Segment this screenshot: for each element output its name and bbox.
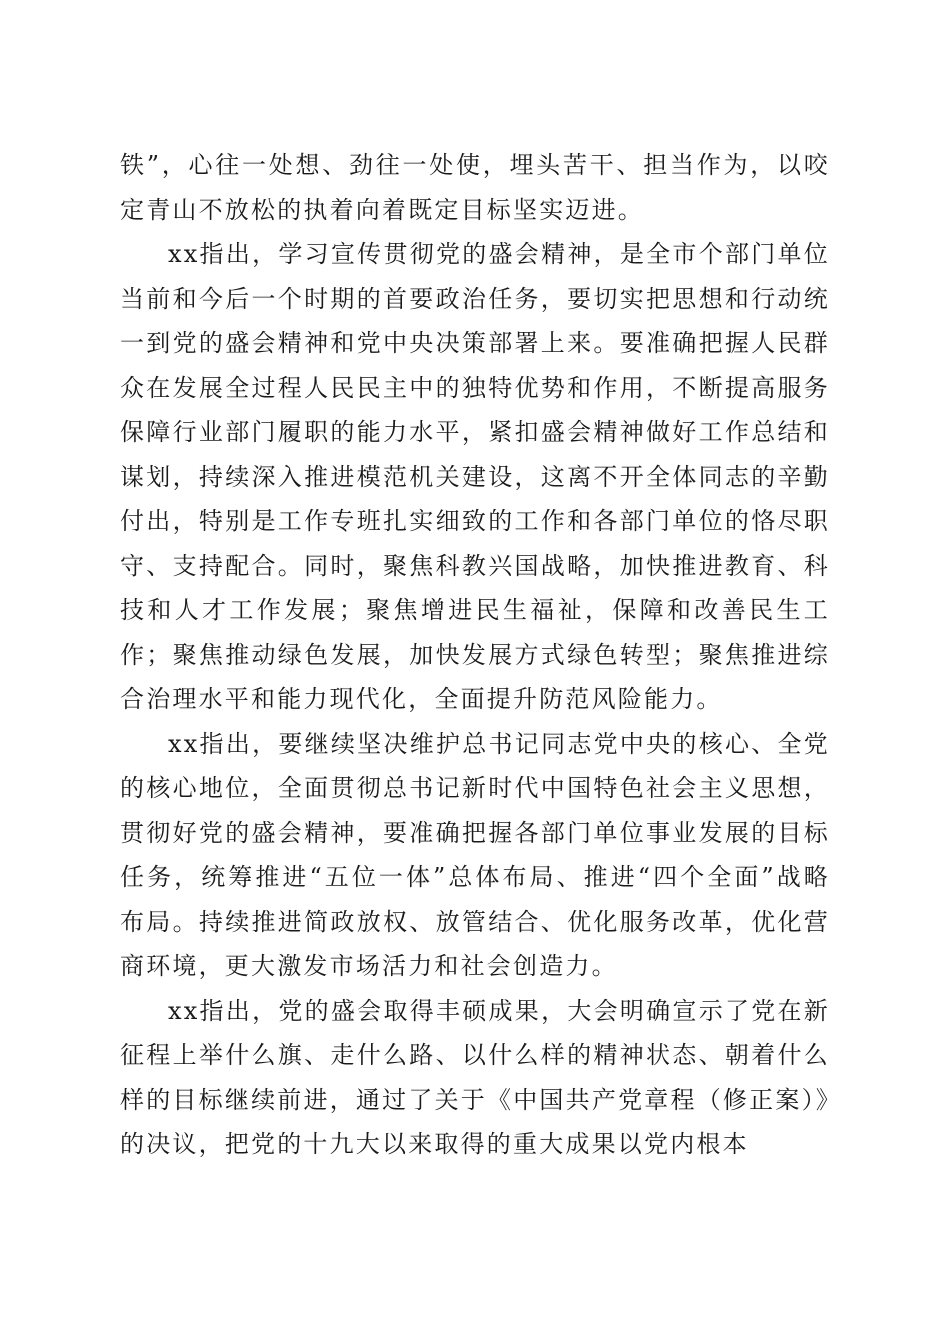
- paragraph-2: xx指出，学习宣传贯彻党的盛会精神，是全市个部门单位当前和今后一个时期的首要政治任务，要切实把思想和行动统一到党的盛会精神和党中央决策部署上来。要准确把握人民群众在发展全过程人民民主中的独特优势和作用，不断提高服务保障行业部门履职的能力水平，紧扣盛会精神做好工作总结和谋划，持续深入推进模范机关建设，这离不开全体同志的辛勤付出，特别是工作专班扎实细致的工作和各部门单位的恪尽职守、支持配合。同时，聚焦科教兴国战略，加快推进教育、科技和人才工作发展；聚焦增进民生福祉，保障和改善民生工作；聚焦推动绿色发展，加快发展方式绿色转型；聚焦推进综合治理水平和能力现代化，全面提升防范风险能力。: [120, 240, 830, 713]
- paragraph-3: xx指出，要继续坚决维护总书记同志党中央的核心、全党的核心地位，全面贯彻总书记新时代中国特色社会主义思想，贯彻好党的盛会精神，要准确把握各部门单位事业发展的目标任务，统筹推进“五位一体”总体布局、推进“四个全面”战略布局。持续推进简政放权、放管结合、优化服务改革，优化营商环境，更大激发市场活力和社会创造力。: [120, 729, 830, 980]
- paragraph-1: 铁”，心往一处想、劲往一处使，埋头苦干、担当作为，以咬定青山不放松的执着向着既定目标坚实迈进。: [120, 151, 830, 224]
- document-body: [120, 143, 830, 1167]
- paragraph-4: xx指出，党的盛会取得丰硕成果，大会明确宣示了党在新征程上举什么旗、走什么路、以什么样的精神状态、朝着什么样的目标继续前进，通过了关于《中国共产党章程（修正案）》的决议，把党的十九大以来取得的重大成果以党内根本: [120, 996, 830, 1158]
